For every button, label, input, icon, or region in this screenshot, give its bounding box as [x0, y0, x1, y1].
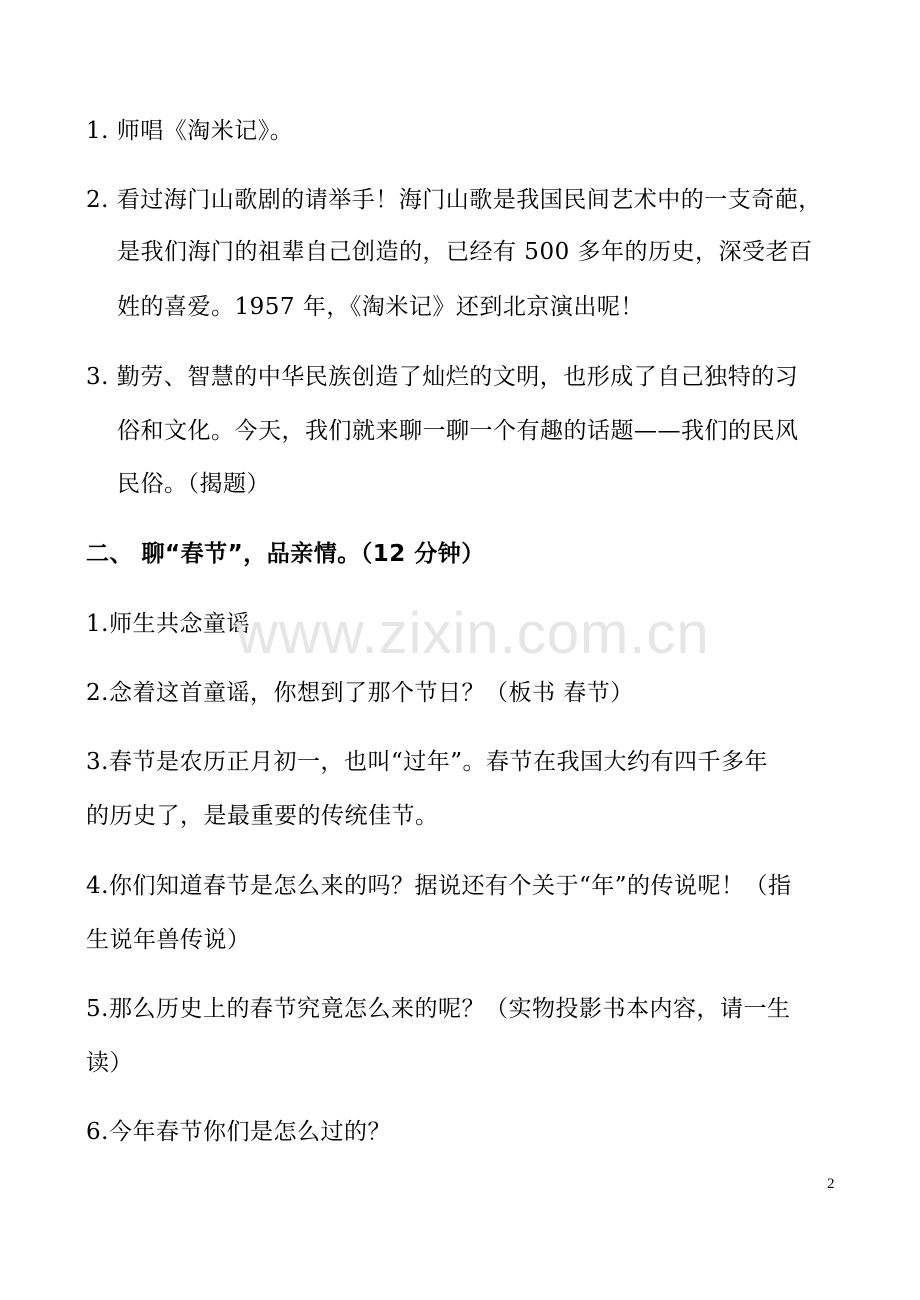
intro-item-3-line-1: 3. 勤劳、智慧的中华民族创造了灿烂的文明，也形成了自己独特的习 — [86, 364, 799, 390]
section-2-item-3-line-1: 3.春节是农历正月初一，也叫“过年”。春节在我国大约有四千多年 — [86, 749, 768, 775]
intro-item-2-line-1: 2. 看过海门山歌剧的请举手！海门山歌是我国民间艺术中的一支奇葩， — [86, 187, 822, 213]
section-2-item-2: 2.念着这首童谣，你想到了那个节日？（板书 春节） — [86, 680, 634, 706]
watermark: www.zixin.com.cn — [236, 601, 710, 666]
section-2-item-4-line-2: 生说年兽传说） — [86, 927, 251, 953]
section-2-item-4-line-1: 4.你们知道春节是怎么来的吗？据说还有个关于“年”的传说呢！（指 — [86, 873, 792, 899]
intro-item-2-line-2: 是我们海门的祖辈自己创造的，已经有 500 多年的历史，深受老百 — [117, 239, 813, 265]
intro-item-2-line-3: 姓的喜爱。1957 年，《淘米记》还到北京演出呢！ — [117, 294, 644, 320]
section-2-item-3-line-2: 的历史了，是最重要的传统佳节。 — [86, 803, 439, 829]
section-2-item-5-line-2: 读） — [86, 1050, 133, 1076]
section-2-item-6: 6.今年春节你们是怎么过的？ — [86, 1119, 391, 1145]
intro-item-1: 1. 师唱《淘米记》。 — [86, 118, 294, 144]
section-2-heading: 二、 聊“春节”，品亲情。（12 分钟） — [86, 541, 485, 567]
section-2-item-1: 1.师生共念童谣 — [86, 611, 250, 637]
intro-item-3-line-3: 民俗。（揭题） — [117, 471, 270, 497]
intro-item-3-line-2: 俗和文化。今天，我们就来聊一聊一个有趣的话题——我们的民风 — [117, 418, 799, 444]
section-2-item-5-line-1: 5.那么历史上的春节究竟怎么来的呢？（实物投影书本内容，请一生 — [86, 996, 791, 1022]
page-number: 2 — [827, 1176, 835, 1192]
